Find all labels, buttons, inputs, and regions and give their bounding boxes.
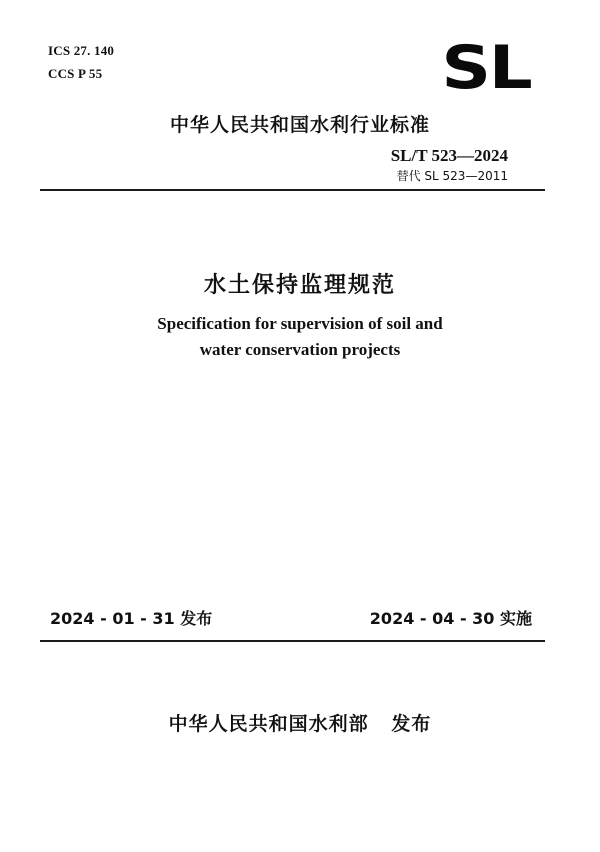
title-chinese: 水土保持监理规范 xyxy=(203,273,396,298)
ics-code: ICS 27. 140 xyxy=(48,43,115,58)
title-english-line-1: Specification for supervision of soil and xyxy=(157,314,443,333)
title-english-line-2: water conservation projects xyxy=(199,340,401,359)
implementation-date: 2024 - 04 - 30 实施 xyxy=(369,609,532,628)
replaces-standard: 替代 SL 523—2011 xyxy=(396,169,508,183)
publisher: 中华人民共和国水利部 发布 xyxy=(168,713,432,735)
sl-logo: SL xyxy=(440,33,530,103)
top-divider xyxy=(40,189,545,191)
standard-number: SL/T 523—2024 xyxy=(390,146,508,165)
bottom-divider xyxy=(40,640,545,642)
ccs-code: CCS P 55 xyxy=(48,66,103,81)
standard-category: 中华人民共和国水利行业标准 xyxy=(169,114,430,136)
issue-date: 2024 - 01 - 31 发布 xyxy=(50,609,213,628)
